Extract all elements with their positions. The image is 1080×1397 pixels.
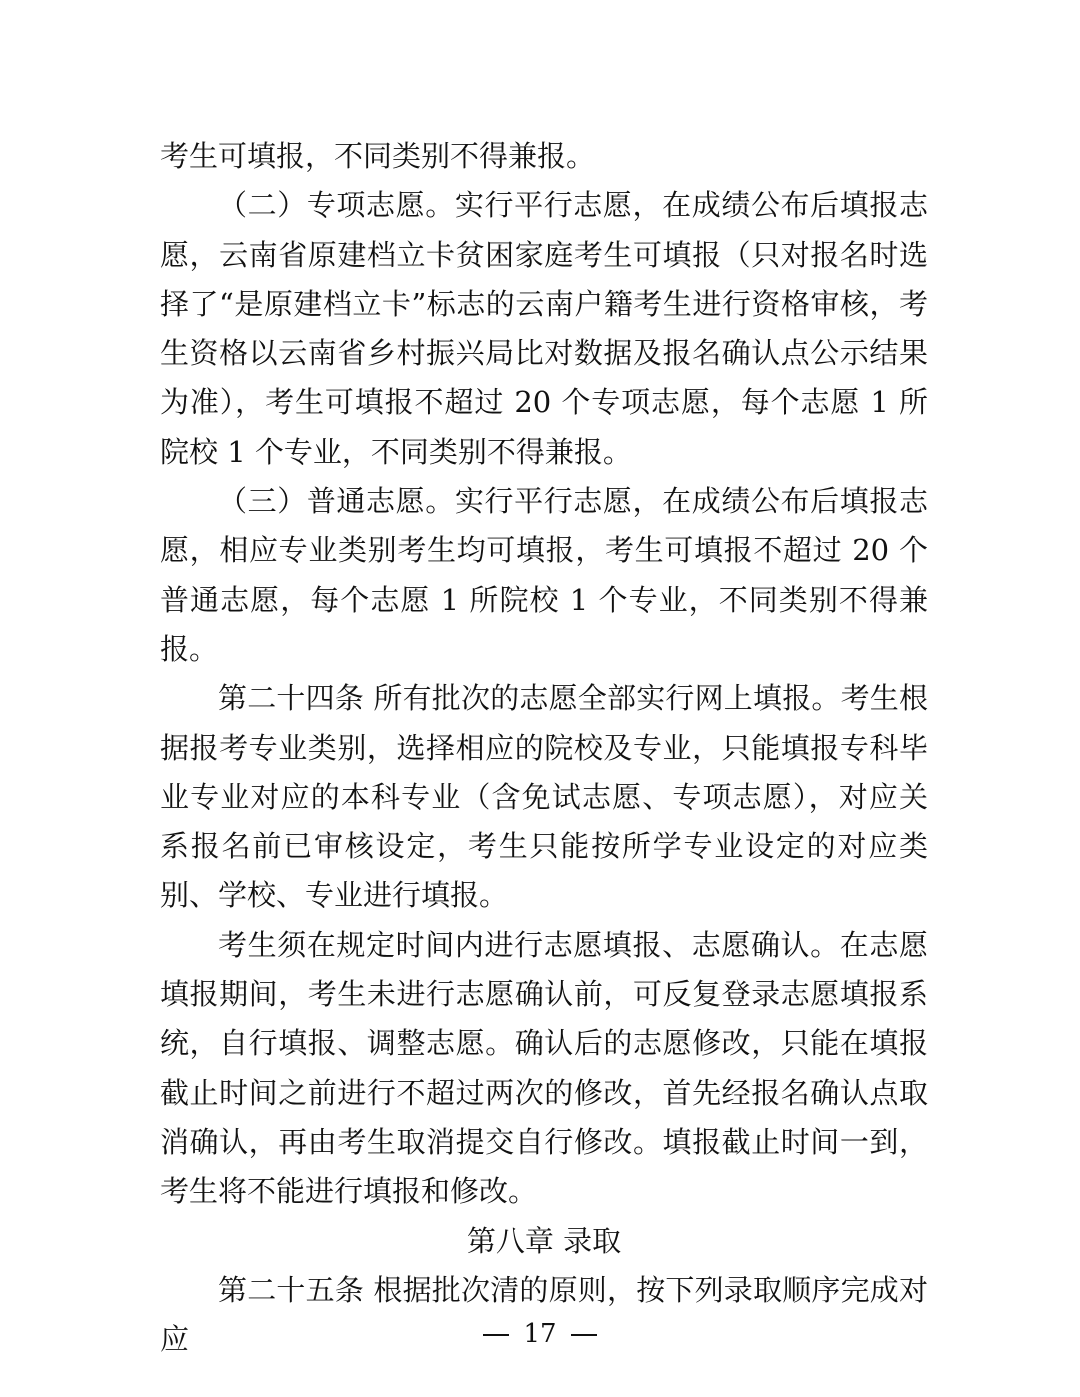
document-body: [160, 132, 928, 1364]
page-footer: [0, 1316, 1080, 1352]
paragraph-article-24: 第二十四条 所有批次的志愿全部实行网上填报。考生根据报考专业类别，选择相应的院校及专业，只能填报专科毕业专业对应的本科专业（含免试志愿、专项志愿），对应关系报名前已审核设定，考生只能按所学专业设定的对应类别、学校、专业进行填报。: [160, 681, 928, 913]
paragraph-volunteer-confirmation: 考生须在规定时间内进行志愿填报、志愿确认。在志愿填报期间，考生未进行志愿确认前，可反复登录志愿填报系统，自行填报、调整志愿。确认后的志愿修改，只能在填报截止时间之前进行不超过两次的修改，首先经报名确认点取消确认，再由考生取消提交自行修改。填报截止时间一到，考生将不能进行填报和修改。: [160, 927, 928, 1209]
paragraph-article-25: 第二十五条 根据批次清的原则，按下列录取顺序完成对应: [160, 1272, 928, 1357]
chapter-heading: 第八章 录取: [466, 1223, 622, 1258]
paragraph-special-volunteer: （二）专项志愿。实行平行志愿，在成绩公布后填报志愿，云南省原建档立卡贫困家庭考生可填报（只对报名时选择了“是原建档立卡”标志的云南户籍考生进行资格审核，考生资格以云南省乡村振兴局比对数据及报名确认点公示结果为准），考生可填报不超过 20 个专项志愿，每个志愿 1 所院校 1 个专业，不同类别不得兼报。: [160, 188, 928, 469]
paragraph-general-volunteer: （三）普通志愿。实行平行志愿，在成绩公布后填报志愿，相应专业类别考生均可填报，考生可填报不超过 20 个普通志愿，每个志愿 1 所院校 1 个专业，不同类别不得兼报。: [160, 484, 928, 666]
page-number-right-dash: [571, 1334, 597, 1336]
page-number: 17: [523, 1319, 557, 1349]
paragraph-continuation: 考生可填报，不同类别不得兼报。: [160, 139, 596, 173]
page-number-left-dash: [483, 1334, 509, 1336]
